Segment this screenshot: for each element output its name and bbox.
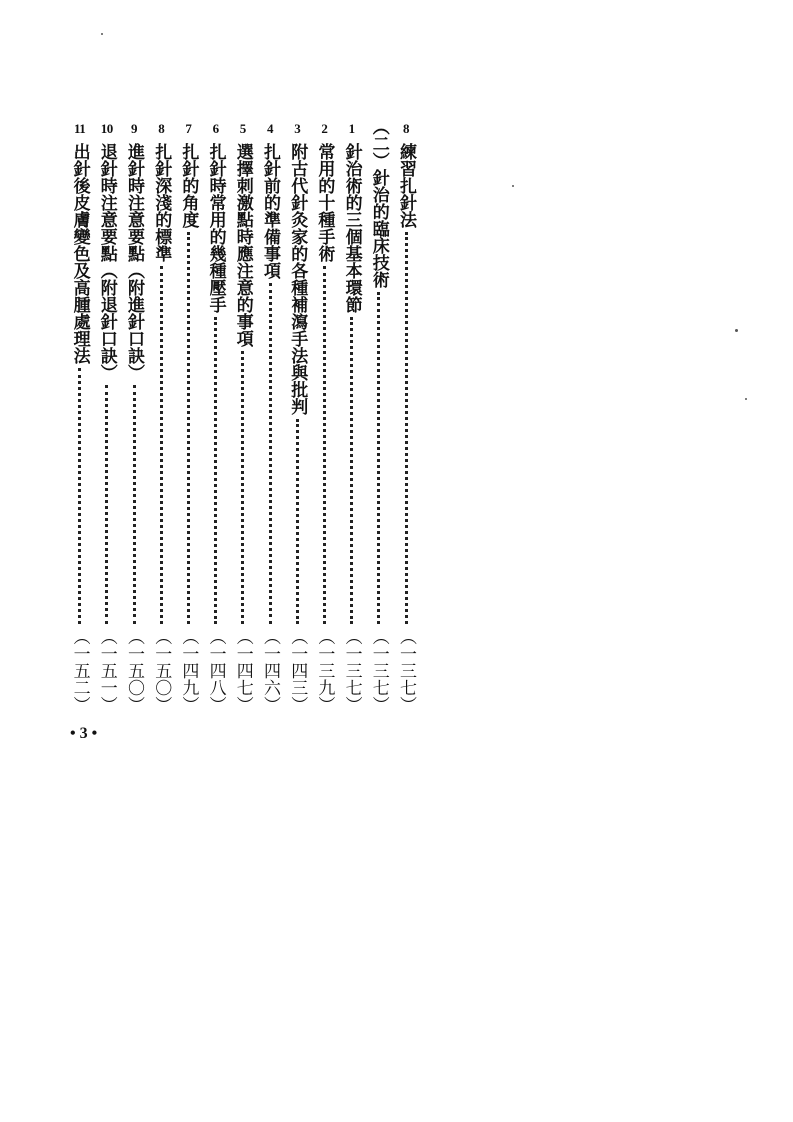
toc-entry [232,118,254,713]
entry-title: 進針時注意要點（附進針口訣） [124,143,144,381]
toc-entry [177,118,199,713]
scan-speck [735,329,738,332]
entry-page-number: （一五二） [69,628,90,713]
toc-entry [395,118,417,713]
dot-leader [187,232,190,624]
dot-leader [296,419,299,624]
dot-leader [160,266,163,624]
toc-entry [368,118,390,713]
entry-number: 3 [294,121,301,136]
dot-leader [78,368,81,624]
entry-title: 針治術的三個基本環節 [341,143,362,313]
toc-entry [341,118,363,713]
entry-page-number: （一五〇） [151,628,172,713]
dot-leader [323,266,326,624]
dot-leader [405,232,408,624]
entry-number: 4 [267,121,273,136]
dot-leader [133,385,136,624]
entry-page-number: （一四六） [260,628,280,713]
entry-title: 扎針深淺的標準 [151,143,172,262]
entry-title: 附古代針灸家的各種補瀉手法與批判 [287,143,308,415]
entry-title: 練習扎針法 [396,143,416,228]
entry-page-number: （一四九） [178,628,199,713]
entry-number: 5 [239,121,246,136]
entry-title: 扎針時常用的幾種壓手 [205,143,226,313]
toc-entry [69,118,91,713]
entry-title: 出針後皮膚變色及高腫處理法 [69,143,90,364]
entry-page-number: （一三九） [314,628,335,713]
entry-title: 退針時注意要點（附退針口訣） [96,143,117,381]
entry-number: 1 [348,121,355,136]
dot-leader [241,351,244,624]
scan-speck [745,398,747,400]
dot-leader [377,292,380,624]
entry-number: 8 [158,121,165,136]
toc-entry [313,118,335,713]
toc-entry [286,118,308,713]
entry-title: 選擇刺激點時應注意的事項 [232,143,253,347]
entry-number: 6 [212,121,219,136]
toc-entry [205,118,227,713]
scan-speck [512,185,514,187]
entry-page-number: （一三七） [341,628,362,713]
entry-number: 2 [321,121,328,136]
entry-page-number: （一五一） [96,628,117,713]
entry-number: 9 [131,121,137,136]
entry-page-number: （一四三） [287,628,308,713]
entry-page-number: （一三七） [396,628,416,713]
entry-page-number: （一五〇） [124,628,144,713]
entry-number: 11 [73,121,86,136]
entry-number: 8 [403,121,409,136]
toc-entry [123,118,145,713]
dot-leader [269,283,272,624]
page-number: • 3 • [70,725,98,742]
entry-title: 扎針前的準備事項 [260,143,280,279]
entry-number: 10 [100,121,113,136]
dot-leader [350,317,353,624]
scan-speck [101,33,103,35]
toc-entry [96,118,118,713]
entry-title: （二）針治的臨床技術 [368,118,389,288]
entry-page-number: （一三七） [368,628,389,713]
entry-title: 扎針的角度 [178,143,199,228]
toc-entry [150,118,172,713]
toc-entry [259,118,281,713]
entry-number: 7 [185,121,192,136]
entry-page-number: （一四八） [205,628,226,713]
dot-leader [214,317,217,624]
entry-title: 常用的十種手術 [314,143,335,262]
dot-leader [105,385,108,624]
entry-page-number: （一四七） [232,628,253,713]
